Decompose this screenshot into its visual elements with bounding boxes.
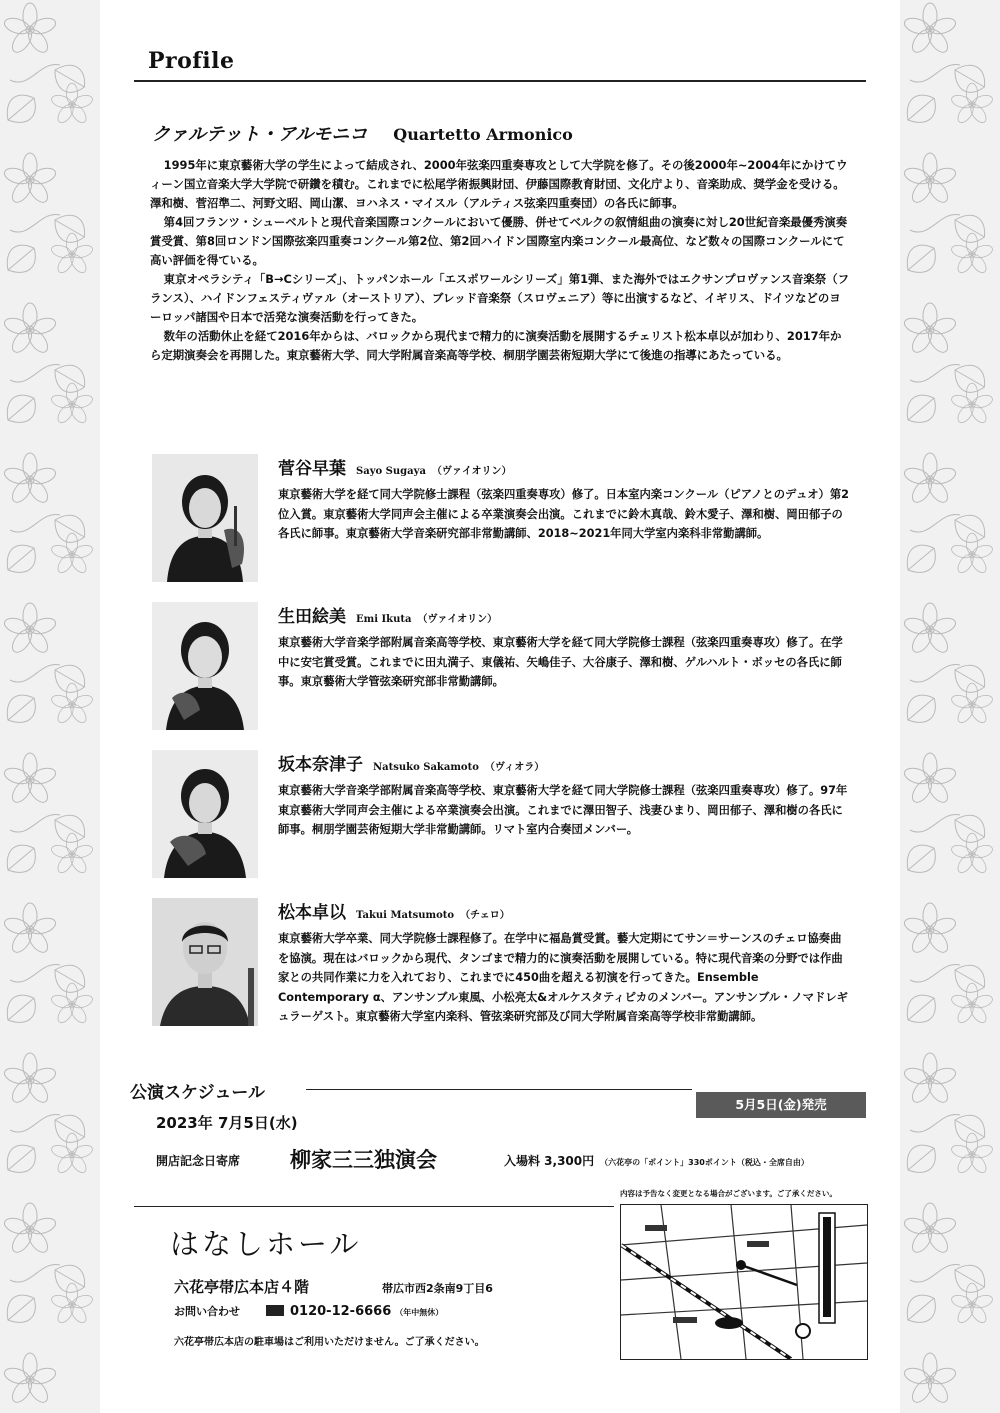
member-name-ja: 松本卓以 — [278, 903, 346, 923]
venue-contact — [174, 1303, 443, 1319]
member-sugaya — [152, 454, 852, 586]
member-bio: 東京藝術大学を経て同大学院修士課程（弦楽四重奏専攻）修了。日本室内楽コンクール（ピアノとのデュオ）第2位入賞。東京藝術大学同声会主催による卒業演奏会出演。これまでに鈴木真哉、鈴木愛子、澤和樹、岡田郁子の各氏に師事。東京藝術大学音楽研究部非常勤講師、2018~2021年同大学室内楽科非常勤講師。 — [278, 488, 850, 540]
schedule-heading: 公演スケジュール — [130, 1083, 265, 1103]
member-bio: 東京藝術大学卒業、同大学院修士課程修了。在学中に福島賞受賞。藝大定期にてサン＝サーンスのチェロ協奏曲を協演。現在はバロックから現代、タンゴまで精力的に演奏活動を展開している。特に現代音楽の分野では作曲家との共同作業に力を入れており、これまでに450曲を超える初演を行ってきた。Ensemble Contemporary α、アンサンブル東風、小松亮太&オルケスタティピカのメンバー。アンサンブル・ノマドレギュラーゲスト。東京藝術大学室内楽科、管弦楽研究部及び同大学附属音楽高等学校非常勤講師。 — [278, 932, 848, 1023]
phone-icon — [266, 1305, 284, 1316]
venue-map — [620, 1204, 868, 1360]
bio-paragraph: 東京オペラシティ「B→Cシリーズ」、トッパンホール「エスポワールシリーズ」第1弾、また海外ではエクサンプロヴァンス音楽祭（フランス）、ハイドンフェスティヴァル（オーストリア）、ブレッド音楽祭（スロヴェニア）等に出演するなど、イギリス、ドイツなどのヨーロッパ諸国や日本で活発な演奏活動を行ってきた。 — [150, 272, 849, 324]
member-name-en: Takui Matsumoto — [356, 910, 455, 921]
venue-store: 六花亭帯広本店４階 — [174, 1278, 310, 1296]
venue-address: 帯広市西2条南9丁目6 — [382, 1282, 493, 1295]
member-photo — [152, 454, 258, 582]
bio-paragraph: 数年の活動休止を経て2016年からは、バロックから現代まで精力的に演奏活動を展開するチェリスト松本卓以が加わり、2017年から定期演奏会を再開した。東京藝術大学、同大学附属音楽高等学校、桐朋学園芸術短期大学にて後進の指導にあたっている。 — [150, 329, 842, 362]
price-note: （六花亭の「ポイント」330ポイント（税込・全席自由） — [600, 1158, 809, 1167]
event-price — [504, 1152, 809, 1169]
page-title: Profile — [148, 48, 235, 74]
header-divider — [134, 80, 866, 82]
member-role: （ヴィオラ） — [484, 762, 545, 773]
member-photo — [152, 750, 258, 878]
member-name-ja: 菅谷早葉 — [278, 459, 346, 479]
map-note: 内容は予告なく変更となる場合がございます。ご了承ください。 — [620, 1189, 837, 1198]
parking-note: 六花亭帯広本店の駐車場はご利用いただけません。ご了承ください。 — [174, 1337, 485, 1348]
member-name-ja: 坂本奈津子 — [278, 755, 363, 775]
ensemble-name — [152, 120, 573, 146]
member-name-en: Sayo Sugaya — [356, 466, 426, 477]
member-role: （ヴァイオリン） — [417, 614, 498, 625]
member-matsumoto — [152, 898, 852, 1030]
event-subtitle: 開店記念日寄席 — [156, 1154, 241, 1168]
member-name-en: Emi Ikuta — [356, 614, 412, 625]
event-date: 2023年 7月5日(水) — [156, 1114, 298, 1132]
venue-logo: はなしホール — [170, 1227, 362, 1261]
member-photo — [152, 602, 258, 730]
member-role: （ヴァイオリン） — [431, 466, 512, 477]
sale-date-badge: 5月5日(金)発売 — [696, 1092, 866, 1118]
ensemble-name-en: Quartetto Armonico — [393, 125, 573, 144]
ensemble-name-ja: クァルテット・アルモニコ — [152, 124, 368, 145]
phone-number: 0120-12-6666 — [290, 1304, 392, 1319]
bio-paragraph: 第4回フランツ・シューベルトと現代音楽国際コンクールにおいて優勝、併せてベルクの叙情組曲の演奏に対し20世紀音楽最優秀演奏賞受賞、第8回ロンドン国際弦楽四重奏コンクール第2位、第2回ハイドン国際室内楽コンクール最高位、など数々の国際コンクールにて高い評価を得ている。 — [150, 215, 848, 267]
bio-paragraph: 1995年に東京藝術大学の学生によって結成され、2000年弦楽四重奏専攻として大学院を修了。その後2000年~2004年にかけてウィーン国立音楽大学大学院で研鑽を積む。これまでに松尾学術振興財団、伊藤国際教育財団、文化庁より、音楽助成、奨学金を受ける。澤和樹、菅沼準二、河野文昭、岡山潔、ヨハネス・マイスル（アルティス弦楽四重奏団）の各氏に師事。 — [150, 158, 848, 210]
member-bio: 東京藝術大学音楽学部附属音楽高等学校、東京藝術大学を経て同大学院修士課程（弦楽四重奏専攻）修了。在学中に安宅賞受賞。これまでに田丸満子、東儀祐、矢嶋佳子、大谷康子、澤和樹、ゲルハルト・ボッセの各氏に師事。東京藝術大学管弦楽研究部非常勤講師。 — [278, 636, 843, 688]
member-role: （チェロ） — [460, 910, 510, 921]
price-text: 入場料 3,300円 — [504, 1154, 595, 1168]
schedule-divider — [306, 1089, 692, 1090]
venue-divider — [134, 1206, 614, 1207]
member-name-en: Natsuko Sakamoto — [373, 762, 479, 773]
ensemble-biography — [150, 156, 850, 365]
member-ikuta — [152, 602, 852, 734]
contact-label: お問い合わせ — [174, 1305, 240, 1318]
phone-hours: （年中無休） — [395, 1308, 444, 1317]
event-title: 柳家三三独演会 — [290, 1147, 437, 1172]
program-page — [100, 0, 900, 1413]
member-photo — [152, 898, 258, 1026]
member-bio: 東京藝術大学音楽学部附属音楽高等学校、東京藝術大学を経て同大学院修士課程（弦楽四重奏専攻）修了。97年東京藝術大学同声会主催による卒業演奏会出演。これまでに澤田智子、浅妻ひまり、岡田郁子、澤和樹の各氏に師事。桐朋学園芸術短期大学非常勤講師。リマト室内合奏団メンバー。 — [278, 784, 848, 836]
member-sakamoto — [152, 750, 852, 882]
member-name-ja: 生田絵美 — [278, 607, 346, 627]
